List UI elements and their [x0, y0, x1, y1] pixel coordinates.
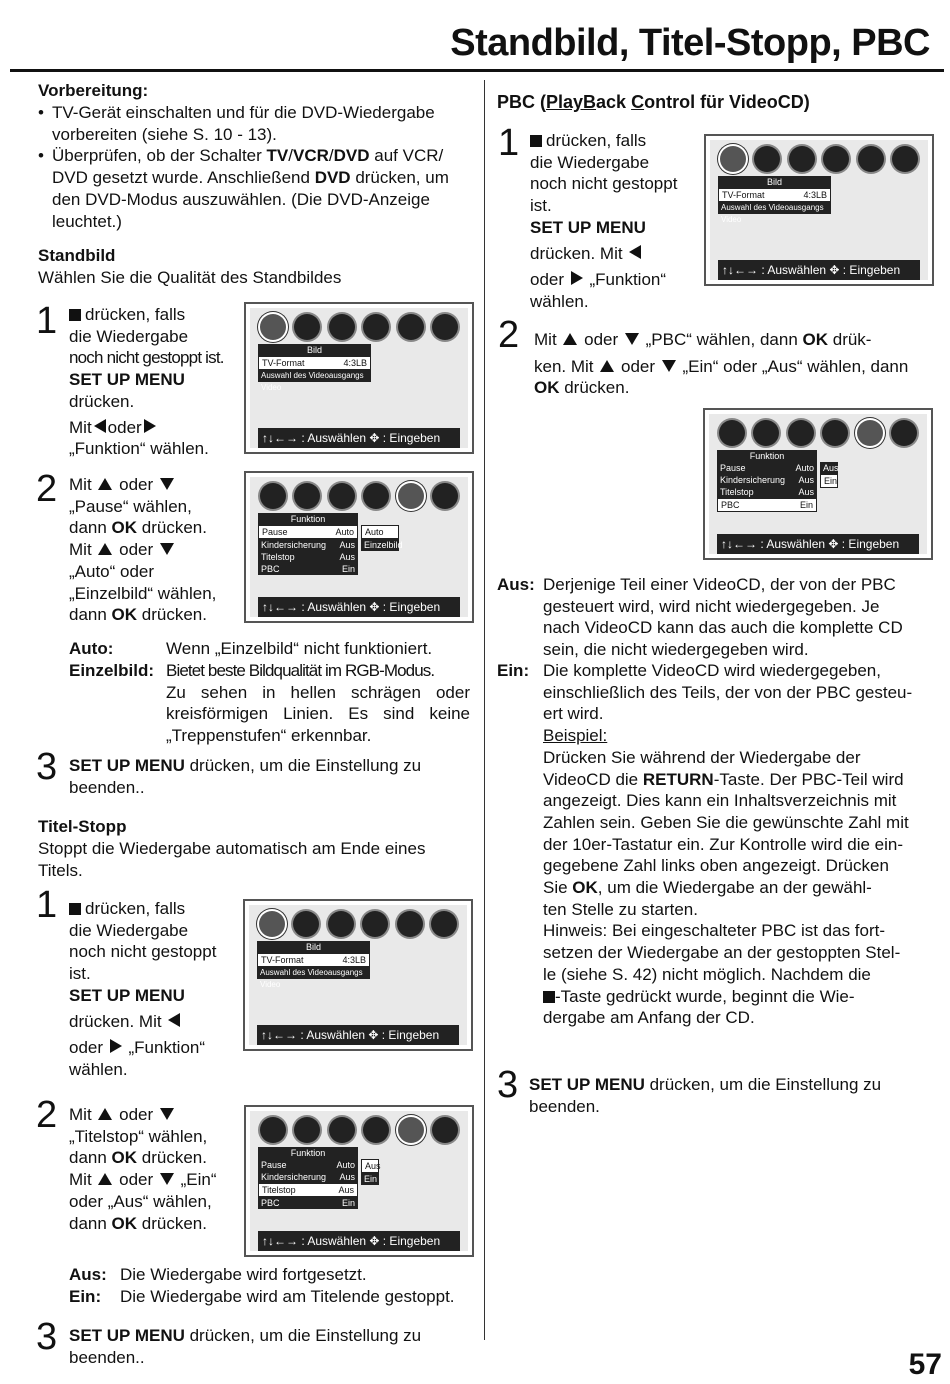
audio-icon [754, 146, 780, 172]
audio-icon [753, 420, 779, 446]
stop-icon [530, 135, 542, 147]
def-term-aus: Aus: [69, 1265, 107, 1284]
language-icon [397, 911, 423, 937]
osd-icon-row [259, 911, 457, 939]
bullet2-vcr: VCR [292, 146, 329, 166]
titelstopp-step3-text: SET UP MENU drücken, um die Einstellung zu beenden.. [69, 1326, 422, 1367]
titelstopp-desc: Stoppt die Wiedergabe automatisch am Ende eines Titels. [38, 839, 426, 880]
onoff-submenu: Aus Ein [820, 462, 838, 488]
picture-icon [719, 420, 745, 446]
exit-icon [432, 1117, 458, 1143]
def-term-einzelbild: Einzelbild: [69, 661, 154, 680]
step-number: 1 [498, 122, 520, 164]
down-arrow-icon [662, 360, 676, 372]
stop-icon [543, 991, 555, 1003]
language-icon [398, 314, 424, 340]
pbc-heading: PBC (PlayBack Control für VideoCD) [497, 92, 810, 112]
down-arrow-icon [160, 1173, 174, 1185]
header-rule [10, 69, 944, 72]
bild-menu [258, 344, 371, 392]
pbc-term-aus: Aus: [497, 575, 535, 594]
step-number: 2 [498, 314, 520, 356]
down-arrow-icon [625, 333, 639, 345]
def-text-auto: Wenn „Einzelbild“ nicht funktioniert. [166, 639, 433, 658]
exit-icon [432, 483, 458, 509]
bullet2-slash2: / [328, 146, 334, 166]
bullet2-g: auf VCR/ [369, 146, 444, 166]
s1-l2: die Wiedergabe [69, 326, 189, 346]
audio-icon [293, 911, 319, 937]
display-icon [788, 420, 814, 446]
standbild-step1-text [69, 304, 244, 460]
audio-icon [294, 483, 320, 509]
page-number: 57 [908, 1348, 942, 1381]
stop-icon [69, 309, 81, 321]
function-icon [362, 911, 388, 937]
osd-nav-bar: ↑↓←→ : Auswählen ✥ : Eingeben [257, 1025, 459, 1045]
exit-icon [431, 911, 457, 937]
bullet2-tv: TV [266, 146, 289, 166]
left-arrow-icon [94, 419, 106, 433]
function-icon [363, 1117, 389, 1143]
onoff-submenu: Aus Ein [361, 1159, 379, 1185]
display-icon [329, 1117, 355, 1143]
osd-icon-row [719, 420, 917, 448]
bild-menu: Bild TV-Format 4:3LB Auswahl des Videoausgangs Video [257, 941, 370, 979]
osd-screen-funktion-pause [244, 471, 474, 623]
bullet2-l2c: drücken, um [350, 168, 449, 188]
funktion-menu: Funktion Pause Auto Kindersicherung Aus Titelstop Aus PBC Ein [717, 450, 817, 512]
display-icon [329, 314, 355, 340]
standbild-step3-text: SET UP MENU drücken, um die Einstellung zu beenden.. [69, 756, 422, 797]
step-number: 1 [36, 884, 58, 926]
bild-menu-title: Bild [306, 345, 322, 355]
osd-screen-bild [244, 302, 474, 454]
exit-icon [432, 314, 458, 340]
right-arrow-icon [571, 271, 583, 285]
exit-icon [891, 420, 917, 446]
standbild-desc: Wählen Sie die Qualität des Standbildes [38, 268, 342, 287]
up-arrow-icon [98, 478, 112, 490]
display-icon [329, 483, 355, 509]
picture-icon [720, 146, 746, 172]
osd-nav-bar: ↑↓←→ : Auswählen ✥ : Eingeben [258, 597, 460, 617]
osd-screen-funktion-titelstop [244, 1105, 474, 1257]
bild-menu: Bild TV-Format 4:3LB Auswahl des Videoausgangs Video [718, 176, 831, 214]
language-icon [398, 1117, 424, 1143]
s1-l4: SET UP MENU [69, 370, 185, 390]
function-icon [822, 420, 848, 446]
exit-icon [892, 146, 918, 172]
pbc-text-aus: Derjenige Teil einer VideoCD, der von der PBC gesteuert wird, wird nicht wiedergegeben. Je nach VideoCD kann das auch die komplette CD sein, die nicht wiedergegeben wird. [543, 575, 903, 660]
bullet2-l2b: DVD [314, 168, 351, 188]
funktion-menu: Funktion Pause Auto Kindersicherung Aus Titelstop Aus PBC Ein [258, 1147, 358, 1209]
step-number: 3 [36, 746, 58, 788]
pbc-step3-text: SET UP MENU drücken, um die Einstellung zu beenden. [529, 1075, 882, 1116]
left-arrow-icon [168, 1013, 180, 1027]
up-arrow-icon [563, 333, 577, 345]
titelstopp-heading: Titel-Stopp [38, 817, 127, 836]
up-arrow-icon [98, 1108, 112, 1120]
down-arrow-icon [160, 543, 174, 555]
language-icon [858, 146, 884, 172]
funktion-menu: Funktion Pause Auto Kindersicherung Aus Titelstop Aus PBC Ein [258, 513, 358, 575]
right-arrow-icon [110, 1039, 122, 1053]
s1-l5: drücken. [69, 391, 135, 411]
def-text-einzelbild: Bietet beste Bildqualität im RGB-Modus. Zu sehen in hellen schrägen oder kreisförmigen Linien. Es sind keine „Treppenstufen“ erkennbar. [166, 661, 470, 746]
picture-icon [260, 314, 286, 340]
osd-nav-bar: ↑↓←→ : Auswählen ✥ : Eingeben [258, 428, 460, 448]
menu-row: Auswahl des Videoausgangs Video [261, 371, 364, 392]
display-icon [328, 911, 354, 937]
display-icon [789, 146, 815, 172]
osd-icon-row [260, 314, 458, 342]
standbild-step2-text: Mit oder „Pause“ wählen, dann OK drücken. Mit oder „Auto“ oder „Einzelbild“ wählen, dann OK drücken. [69, 475, 217, 625]
audio-icon [294, 1117, 320, 1143]
picture-icon [260, 483, 286, 509]
picture-icon [260, 1117, 286, 1143]
up-arrow-icon [98, 543, 112, 555]
pbc-text-ein: Die komplette VideoCD wird wiedergegeben, einschließlich des Teils, der von der PBC gesteu- ert wird. Beispiel: Drücken Sie während der Wiedergabe der VideoCD die RETURN-Taste. Der PBC-Teil wird angezeigt. Dies kann ein Inhaltsverzeichnis mit Zahlen sein. Geben Sie die gewünschte Zahl mit der 10er-Tastatur ein. Zur Kontrolle wird die ein- gegebene Zahl links oben angezeigt. Drücken Sie OK, um die Wiedergabe an der gewähl- ten Stelle zu starten. Hinweis: Bei eingeschalteter PBC ist das fort- setzen der Wiedergabe an der gestoppten Stel- le (siehe S. 42) nicht möglich. Nachdem die -Taste gedrückt wurde, beginnt die Wie- dergabe am Anfang der CD. [543, 660, 943, 1029]
osd-icon-row [720, 146, 918, 174]
osd-icon-row [260, 483, 458, 511]
step-number: 1 [36, 300, 58, 342]
language-icon [398, 483, 424, 509]
audio-icon [294, 314, 320, 340]
page-title: Standbild, Titel-Stopp, PBC [450, 22, 930, 64]
bullet2-l2a: DVD gesetzt wurde. Anschließend [52, 168, 315, 188]
standbild-heading: Standbild [38, 246, 116, 265]
osd-screen-funktion-pbc [703, 408, 933, 560]
step-number: 3 [497, 1064, 519, 1106]
s1-l6b: oder [107, 417, 142, 437]
osd-nav-bar: ↑↓←→ : Auswählen ✥ : Eingeben [717, 534, 919, 554]
s1-l3: noch nicht gestoppt ist. [69, 348, 224, 368]
down-arrow-icon [160, 1108, 174, 1120]
down-arrow-icon [160, 478, 174, 490]
pbc-term-ein: Ein: [497, 661, 530, 680]
language-icon [857, 420, 883, 446]
left-arrow-icon [629, 245, 641, 259]
up-arrow-icon [600, 360, 614, 372]
pause-submenu: Auto Einzelbild [361, 525, 399, 551]
titelstopp-step1-text: drücken, falls die Wiedergabe noch nicht gestoppt ist. SET UP MENU drücken. Mit oder „Funktion“ wählen. [69, 899, 217, 1079]
bullet1-line1: TV-Gerät einschalten und für die DVD-Wiedergabe [52, 103, 435, 122]
function-icon [363, 314, 389, 340]
titelstopp-step2-text: Mit oder „Titelstop“ wählen, dann OK drücken. Mit oder „Ein“ oder „Aus“ wählen, dann OK drücken. [69, 1105, 217, 1233]
pbc-step1-text: drücken, falls die Wiedergabe noch nicht gestoppt ist. SET UP MENU drücken. Mit oder „Funktion“ wählen. [530, 131, 678, 311]
bullet1-line2: vorbereiten (siehe S. 10 - 13). [52, 124, 277, 144]
s1-l1: drücken, falls [85, 305, 186, 324]
osd-screen-bild [704, 134, 934, 286]
def-text-aus: Die Wiedergabe wird fortgesetzt. [120, 1265, 367, 1284]
column-divider [484, 80, 485, 1340]
right-arrow-icon [144, 419, 156, 433]
step-number: 3 [36, 1316, 58, 1358]
stop-icon [69, 903, 81, 915]
osd-icon-row [260, 1117, 458, 1145]
function-icon [823, 146, 849, 172]
picture-icon [259, 911, 285, 937]
up-arrow-icon [98, 1173, 112, 1185]
osd-nav-bar: ↑↓←→ : Auswählen ✥ : Eingeben [718, 260, 920, 280]
osd-screen-bild [243, 899, 473, 1051]
def-text-ein: Die Wiedergabe wird am Titelende gestoppt. [120, 1287, 455, 1306]
step-number: 2 [36, 468, 58, 510]
function-icon [363, 483, 389, 509]
s1-l6a: Mit [69, 417, 92, 437]
vorbereitung-list: • TV-Gerät einschalten und für die DVD-Wiedergabe vorbereiten (siehe S. 10 - 13). • Überprüfen, ob der Schalter TV/VCR/DVD auf VCR/ DVD gesetzt wurde. Anschließend DVD drücken, um den DVD-Modus auszuwählen. (Die DVD-Anzeige leuchtet.) [38, 103, 449, 231]
osd-nav-bar: ↑↓←→ : Auswählen ✥ : Eingeben [258, 1231, 460, 1251]
bullet2-l3: den DVD-Modus auszuwählen. (Die DVD-Anzeige [52, 189, 430, 209]
step-number: 2 [36, 1094, 58, 1136]
vorbereitung-heading: Vorbereitung: [38, 81, 149, 100]
s1-l7: „Funktion“ wählen. [69, 439, 209, 459]
bullet2-dvd: DVD [333, 146, 370, 166]
bullet2-slash1: / [288, 146, 293, 166]
bullet2-a: Überprüfen, ob der Schalter [52, 146, 267, 166]
def-term-ein: Ein: [69, 1287, 102, 1306]
beispiel-label: Beispiel: [543, 726, 608, 746]
bullet2-l4: leuchtet.) [52, 211, 122, 231]
def-term-auto: Auto: [69, 639, 114, 658]
menu-row: TV-Format 4:3LB [258, 356, 371, 370]
pbc-step2-text: Mit oder „PBC“ wählen, dann OK drük- ken. Mit oder „Ein“ oder „Aus“ wählen, dann OK drücken. [534, 330, 909, 398]
